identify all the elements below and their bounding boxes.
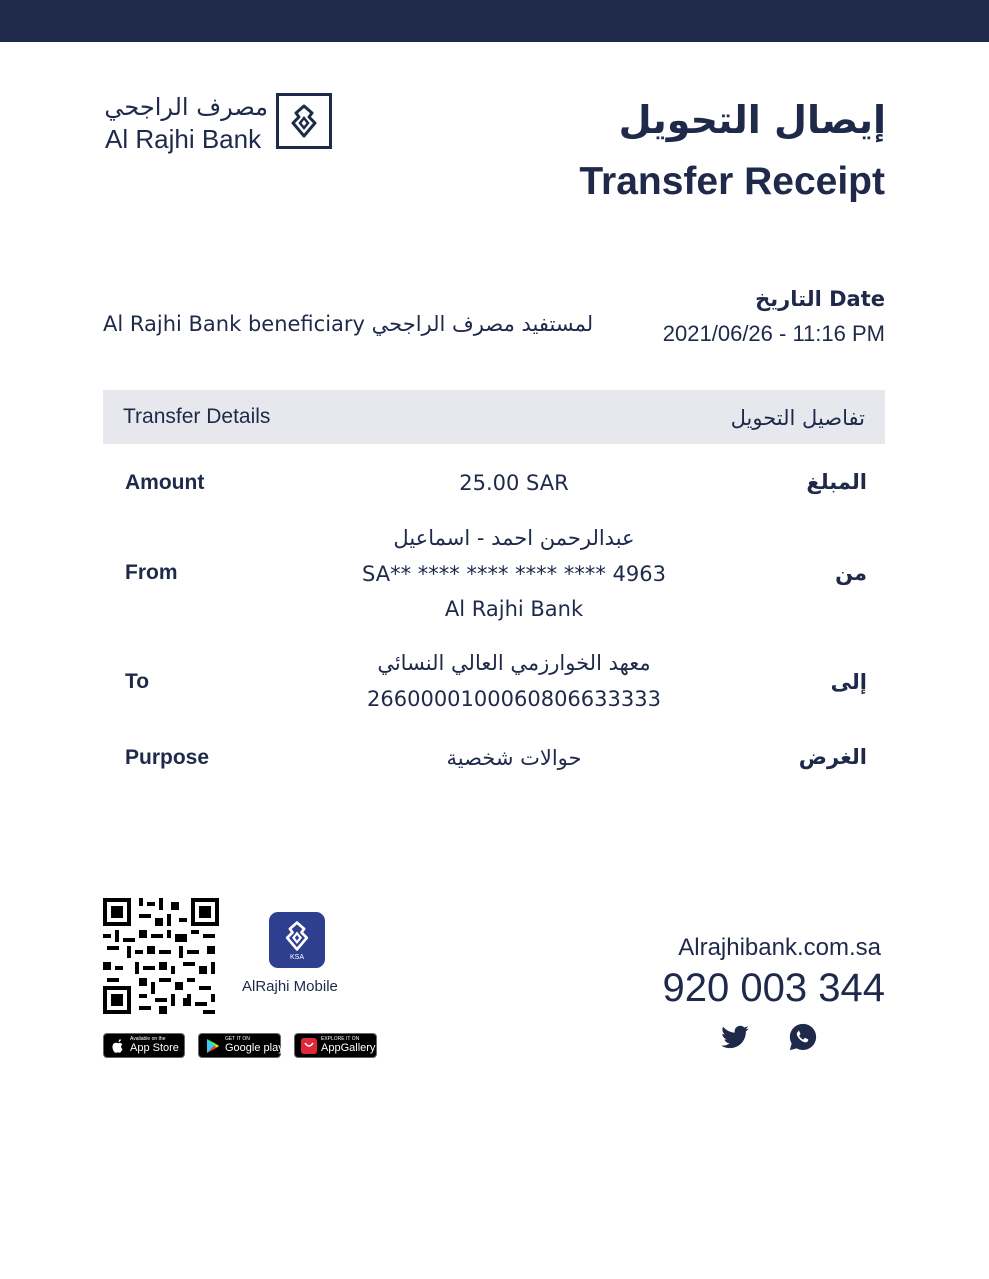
huawei-icon <box>301 1038 317 1054</box>
phone-number[interactable]: 920 003 344 <box>662 966 885 1010</box>
qr-code <box>103 898 219 1014</box>
appgallery-badge[interactable] <box>294 1033 377 1058</box>
from-bank: Al Rajhi Bank <box>444 597 584 621</box>
date-label: التاريخ Date <box>755 287 885 311</box>
beneficiary-type: Al Rajhi Bank beneficiary لمستفيد مصرف الراجحي <box>103 312 594 336</box>
purpose-value: حوالات شخصية <box>446 746 582 770</box>
to-account: 2660000100060806633333 <box>367 687 661 711</box>
transfer-details-header <box>103 390 885 444</box>
details-header-en: Transfer Details <box>123 405 271 428</box>
logo-name-en: Al Rajhi Bank <box>105 124 262 154</box>
app-name: AlRajhi Mobile <box>242 978 338 995</box>
page-title-ar: إيصال التحويل <box>618 98 886 142</box>
alrajhi-logo-icon <box>276 93 332 149</box>
amount-value: 25.00 SAR <box>459 471 569 495</box>
top-bar <box>0 0 989 42</box>
from-label-en: From <box>125 561 178 584</box>
date-value: 2021/06/26 - 11:16 PM <box>662 321 885 346</box>
google-play-icon <box>205 1038 220 1054</box>
to-name: معهد الخوارزمي العالي النسائي <box>377 651 651 675</box>
whatsapp-icon[interactable] <box>788 1022 818 1052</box>
from-name: عبدالرحمن احمد - اسماعيل <box>393 526 635 550</box>
purpose-label-en: Purpose <box>125 746 210 769</box>
google-play-badge[interactable] <box>198 1033 284 1058</box>
from-label-ar: من <box>835 561 867 585</box>
amount-label-en: Amount <box>125 471 205 494</box>
appgallery-label: AppGallery <box>321 1042 376 1054</box>
to-label-ar: إلى <box>830 670 867 694</box>
purpose-label-ar: الغرض <box>798 745 867 769</box>
apple-icon <box>110 1038 125 1054</box>
app-store-small-label: Available on the <box>130 1036 166 1042</box>
app-badge-label: KSA <box>289 954 304 961</box>
logo-name-ar: مصرف الراجحي <box>104 93 268 121</box>
app-store-label: App Store <box>130 1042 179 1054</box>
google-play-small-label: GET IT ON <box>225 1036 250 1042</box>
google-play-label: Google play <box>225 1042 284 1054</box>
bank-logo <box>103 92 338 158</box>
alrajhi-mobile-app-icon[interactable] <box>269 912 325 968</box>
to-label-en: To <box>125 670 150 693</box>
details-header-ar: تفاصيل التحويل <box>730 406 865 430</box>
appgallery-small-label: EXPLORE IT ON <box>321 1036 360 1042</box>
page-title-en: Transfer Receipt <box>579 160 885 203</box>
amount-label-ar: المبلغ <box>806 470 867 494</box>
website-link[interactable]: Alrajhibank.com.sa <box>678 934 881 961</box>
app-store-badge[interactable] <box>103 1033 185 1058</box>
from-account: SA** **** **** **** **** 4963 <box>362 562 666 586</box>
twitter-icon[interactable] <box>720 1022 750 1052</box>
